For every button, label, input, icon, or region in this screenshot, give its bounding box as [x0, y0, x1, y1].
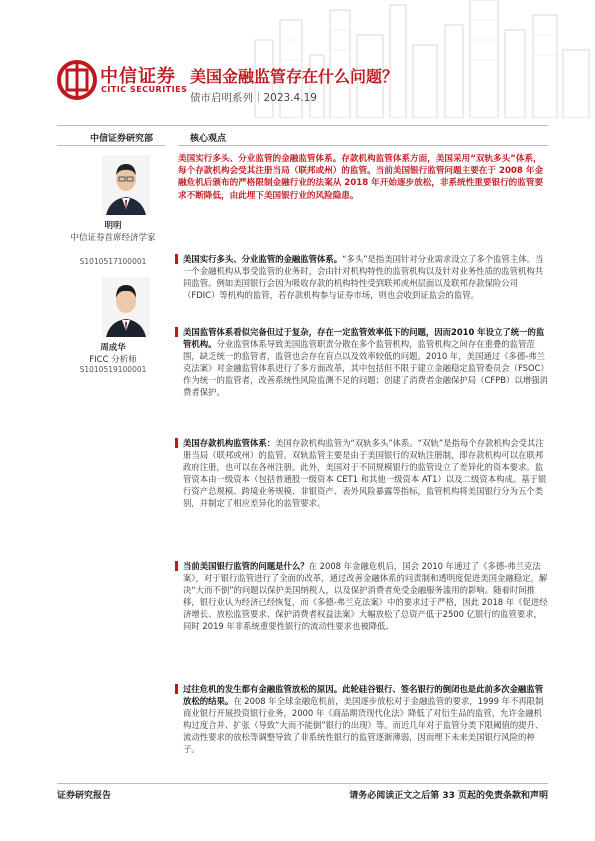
sidebar-heading: 中信证券研究部 [90, 134, 154, 144]
paragraph-lead: 美国实行多头、分业监管的金融监管体系。 [183, 254, 343, 264]
bullet-marker [175, 327, 178, 337]
report-subtitle: 债市启明系列｜2023.4.19 [190, 92, 317, 104]
column-head-divider-right [178, 145, 548, 146]
paragraph-lead: 美国监管体系看似完备但过于复杂，存在一定监管效率低下的问题，因而2010 年设立了统一的监管机构。 [183, 327, 545, 350]
analyst-id: S1010517100001 [79, 257, 147, 266]
list-item [177, 560, 548, 633]
footer-label: 证券研究报告 [57, 791, 112, 801]
column-head-divider-left [57, 145, 165, 146]
analyst-photo-icon [102, 277, 150, 337]
paragraph-body: 美国存款机构监管为“双轨多头”体系。“双轨”是指每个存款机构会受其注册当局（联邦或州）的监管。双轨监管主要是由于美国银行的双轨注册制，即存款机构可以在联邦政府注册，也可以在各州注册。此外，美国对于不同规模银行的监管设立了差异化的资本要求。监管资本由一级资本（包括普通股一级资本 CET1 和其他一级资本 AT1）以及二级资本构成。基于银行资产总规模、跨境业务规模、非银资产、表外风险暴露等指标，监管机构将美国银行分为五个类别，并制定了相应差异化的监管要求。 [183, 438, 547, 509]
bullet-marker [175, 684, 178, 694]
list-item [177, 437, 548, 510]
analyst-id: S1010519100001 [79, 365, 147, 374]
footer-disclaimer: 请务必阅读正文之后第 33 页起的免责条款和声明 [349, 791, 548, 801]
bullet-marker [175, 254, 178, 264]
paragraph-lead: 美国存款机构监管体系： [183, 438, 276, 448]
paragraph-body: “多头”是指美国针对分业需求设立了多个监管主体。当一个金融机构从事受监管的业务时，会由针对机构特性的监管机构以及针对业务性质的监管机构共同监管。例如美国银行会因为吸收存款的机构特性受到联邦或州层面以及联邦存款保险公司（FDIC）等机构的监管，若存款机构参与证券市场，则也会收到证监会的监管。 [183, 254, 544, 301]
paragraph-body: 在 2008 年金融危机后，国会 2010 年通过了《多德-弗兰克法案》，对于银行监管进行了全面的改革，通过改善金融体系的问责制和透明度促进美国金融稳定，解决“大而不倒”的问题以保护美国纳税人，以及保护消费者免受金融服务滥用的影响。随着时间推移，银行业认为经济已经恢复，而《多德-弗兰克法案》中的要求过于严格，因此 2018 年《促进经济增长、放松监管要求、保护消费者权益法案》大幅放松了总资产低于2500 亿银行的监管要求，同时 2019 年非系统重要性银行的流动性要求也被降低。 [183, 561, 548, 632]
header-divider [57, 125, 548, 126]
brand-name-cn: 中信证券 [100, 66, 176, 87]
paragraph-lead: 当前美国银行监管的问题是什么？ [183, 561, 309, 571]
list-item [177, 326, 548, 399]
paragraph-body: 分业监管体系导致美国监管职责分散在多个监管机构，监管机构之间存在重叠的监管范围，缺乏统一的监管者，监管也会存在盲点以及效率较低的问题。2010 年，美国通过《多德-弗兰克法案》对金融监管体系进行了多方面改革，其中包括但不限于建立金融稳定监管委员会（FSOC）作为统一的监管者，改善系统性风险监测不足的问题；创建了消费者金融保护局（CFPB）以增强消费者保护。 [183, 339, 548, 398]
list-item [177, 253, 548, 301]
list-item [177, 683, 548, 756]
analyst-title: FICC 分析师 [89, 355, 137, 365]
analyst-title: 中信证券首席经济学家 [70, 233, 156, 243]
core-summary: 美国实行多头、分业监管的金融监管体系。存款机构监管体系方面，美国采用“双轨多头”体系，每个存款机构会受其注册当局（联邦或州）的监管。当前美国银行监管问题主要在于 2008 年金融危机后颁布的严格限制金融行业的法案从 2018 年开始逐步放松，非系统性重要银行的监管要求不断降低，由此埋下美国银行业的风险隐患。 [178, 154, 544, 201]
main-heading: 核心观点 [190, 134, 227, 144]
brand-name-en: CITIC SECURITIES [101, 85, 188, 94]
avatar [102, 277, 150, 337]
paragraph-lead: 过往危机的发生都有金融监管放松的原因。此轮硅谷银行、签名银行的倒闭也是此前多次金融监管放松的结果。 [183, 684, 544, 707]
avatar [102, 155, 150, 215]
report-header [0, 0, 595, 118]
footer-divider [57, 783, 548, 784]
analyst-name: 周成华 [100, 343, 126, 353]
analyst-photo-icon [102, 155, 150, 215]
paragraph-body: 在 2008 年全球金融危机前，美国逐步放松对于金融监管的要求，1999 年不再限制商业银行开展投资银行业务，2000 年《商品期货现代化法》降低了对衍生品的监管，允许金融机构过度合并、扩张（导致“大而不能倒”银行的出现）等。而近几年对于监管分类下限阈值的提升、流动性要求的放松等调整导致了非系统性银行的监管逐渐薄弱，因而埋下未来美国银行风险的种子。 [183, 696, 544, 755]
analyst-name: 明明 [104, 221, 122, 231]
citic-logo-icon [57, 60, 97, 100]
bullet-marker [175, 438, 178, 448]
bullet-marker [175, 561, 178, 571]
report-title: 美国金融监管存在什么问题？ [190, 67, 399, 86]
